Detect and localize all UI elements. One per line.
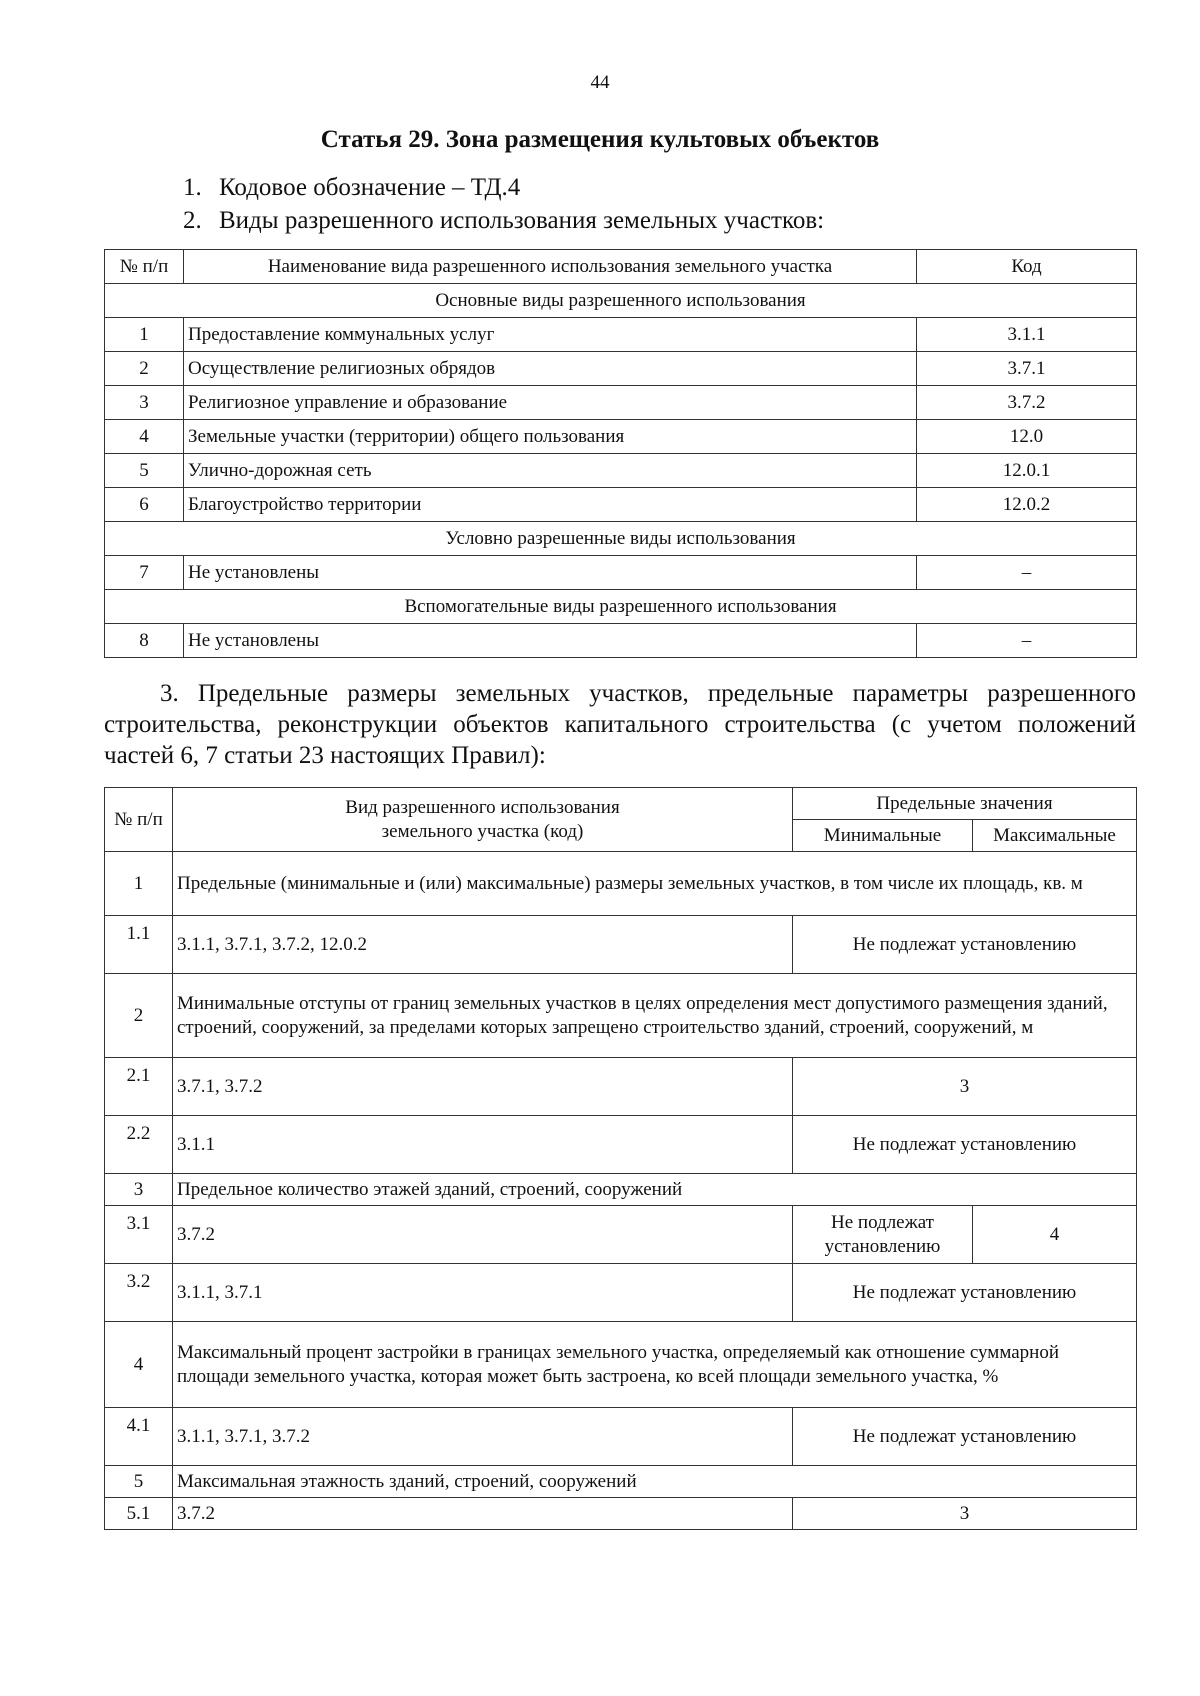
- use-code: 3.7.1: [917, 352, 1137, 386]
- table-row: [105, 556, 1137, 590]
- limit-value: Не подлежат установлению: [793, 916, 1137, 974]
- item-text: Виды разрешенного использования земельных участков:: [219, 207, 825, 234]
- table-row: [105, 318, 1137, 352]
- row-number: 1: [105, 318, 184, 352]
- row-number: 5.1: [105, 1498, 173, 1530]
- row-number: 5: [105, 1466, 173, 1498]
- row-number: 4: [105, 420, 184, 454]
- parameter-title: Максимальная этажность зданий, строений, сооружений: [173, 1466, 1137, 1498]
- limit-value: Не подлежат установлению: [793, 1408, 1137, 1466]
- use-codes: 3.1.1: [173, 1116, 793, 1174]
- limits-table: [104, 787, 1137, 1530]
- header-max: Максимальные: [973, 820, 1137, 852]
- table-row: [105, 420, 1137, 454]
- section-title: Основные виды разрешенного использования: [105, 284, 1137, 318]
- row-number: 7: [105, 556, 184, 590]
- use-code: 12.0: [917, 420, 1137, 454]
- limit-value: 3: [793, 1498, 1137, 1530]
- table-row: [105, 1322, 1137, 1408]
- use-codes: 3.7.2: [173, 1206, 793, 1264]
- table-row: [105, 1466, 1137, 1498]
- header-cell: № п/п: [105, 250, 184, 284]
- table-row: [105, 1174, 1137, 1206]
- table-row: [105, 386, 1137, 420]
- use-name: Религиозное управление и образование: [184, 386, 917, 420]
- limit-min-value: Не подлежат установлению: [793, 1206, 973, 1264]
- table-header-row: [105, 250, 1137, 284]
- parameter-title: Минимальные отступы от границ земельных участков в целях определения мест допустимого размещения зданий, строений, сооружений, за пределами которых запрещено строительство зданий, строений, сооружений, м: [173, 974, 1137, 1058]
- item-permitted-uses: [183, 207, 824, 235]
- use-name: Не установлены: [184, 556, 917, 590]
- row-number: 4.1: [105, 1408, 173, 1466]
- item-text: Кодовое обозначение – ТД.4: [219, 174, 521, 201]
- parameter-title: Предельное количество этажей зданий, строений, сооружений: [173, 1174, 1137, 1206]
- parameter-title: Максимальный процент застройки в границах земельного участка, определяемый как отношение суммарной площади земельного участка, которая может быть застроена, ко всей площади земельного участка, %: [173, 1322, 1137, 1408]
- use-codes: 3.1.1, 3.7.1, 3.7.2: [173, 1408, 793, 1466]
- table-row: [105, 916, 1137, 974]
- section-row: [105, 590, 1137, 624]
- header-use-line1: Вид разрешенного использования: [345, 796, 620, 818]
- row-number: 2.2: [105, 1116, 173, 1174]
- table-row: [105, 1264, 1137, 1322]
- section-row: [105, 522, 1137, 556]
- section-title: Вспомогательные виды разрешенного использования: [105, 590, 1137, 624]
- table-row: [105, 454, 1137, 488]
- use-name: Улично-дорожная сеть: [184, 454, 917, 488]
- row-number: 2: [105, 352, 184, 386]
- header-num: № п/п: [105, 788, 173, 852]
- header-cell: Код: [917, 250, 1137, 284]
- use-code: 3.1.1: [917, 318, 1137, 352]
- use-codes: 3.7.1, 3.7.2: [173, 1058, 793, 1116]
- row-number: 3: [105, 1174, 173, 1206]
- table-row: [105, 1498, 1137, 1530]
- table-row: [105, 488, 1137, 522]
- use-code: 3.7.2: [917, 386, 1137, 420]
- use-codes: 3.1.1, 3.7.1, 3.7.2, 12.0.2: [173, 916, 793, 974]
- row-number: 5: [105, 454, 184, 488]
- use-code: –: [917, 556, 1137, 590]
- table-row: [105, 1116, 1137, 1174]
- page-number: 44: [590, 72, 610, 93]
- row-number: 3.1: [105, 1206, 173, 1264]
- limit-value: Не подлежат установлению: [793, 1264, 1137, 1322]
- row-number: 4: [105, 1322, 173, 1408]
- parameter-title: Предельные (минимальные и (или) максимальные) размеры земельных участков, в том числе их площадь, кв. м: [173, 852, 1137, 916]
- row-number: 8: [105, 624, 184, 658]
- use-code: 12.0.1: [917, 454, 1137, 488]
- limit-value: Не подлежат установлению: [793, 1116, 1137, 1174]
- table-row: [105, 974, 1137, 1058]
- item-number: 1.: [183, 174, 202, 201]
- use-name: Осуществление религиозных обрядов: [184, 352, 917, 386]
- use-name: Земельные участки (территории) общего пользования: [184, 420, 917, 454]
- use-codes: 3.1.1, 3.7.1: [173, 1264, 793, 1322]
- use-codes: 3.7.2: [173, 1498, 793, 1530]
- header-use: [173, 788, 793, 852]
- use-code: 12.0.2: [917, 488, 1137, 522]
- use-name: Не установлены: [184, 624, 917, 658]
- header-limits: Предельные значения: [793, 788, 1137, 820]
- table-row: [105, 352, 1137, 386]
- row-number: 2.1: [105, 1058, 173, 1116]
- permitted-uses-table: [104, 249, 1137, 658]
- table-row: [105, 624, 1137, 658]
- limit-max-value: 4: [973, 1206, 1137, 1264]
- row-number: 1: [105, 852, 173, 916]
- row-number: 3.2: [105, 1264, 173, 1322]
- table-row: [105, 1206, 1137, 1264]
- table-row: [105, 1408, 1137, 1466]
- row-number: 6: [105, 488, 184, 522]
- section-title: Условно разрешенные виды использования: [105, 522, 1137, 556]
- table-header-row: [105, 788, 1137, 820]
- row-number: 2: [105, 974, 173, 1058]
- item-code-designation: [183, 174, 520, 202]
- row-number: 1.1: [105, 916, 173, 974]
- section-row: [105, 284, 1137, 318]
- article-title: Статья 29. Зона размещения культовых объектов: [320, 126, 880, 153]
- header-min: Минимальные: [793, 820, 973, 852]
- use-name: Предоставление коммунальных услуг: [184, 318, 917, 352]
- table-row: [105, 1058, 1137, 1116]
- item-number: 2.: [183, 207, 202, 234]
- use-code: –: [917, 624, 1137, 658]
- paragraph-limits-intro: 3. Предельные размеры земельных участков, предельные параметры разрешенного строительства, реконструкции объектов капитального строительства (с учетом положений частей 6, 7 статьи 23 настоящих Правил):: [104, 680, 1136, 769]
- use-name: Благоустройство территории: [184, 488, 917, 522]
- header-cell: Наименование вида разрешенного использования земельного участка: [184, 250, 917, 284]
- limit-value: 3: [793, 1058, 1137, 1116]
- table-row: [105, 852, 1137, 916]
- row-number: 3: [105, 386, 184, 420]
- header-use-line2: земельного участка (код): [381, 820, 584, 842]
